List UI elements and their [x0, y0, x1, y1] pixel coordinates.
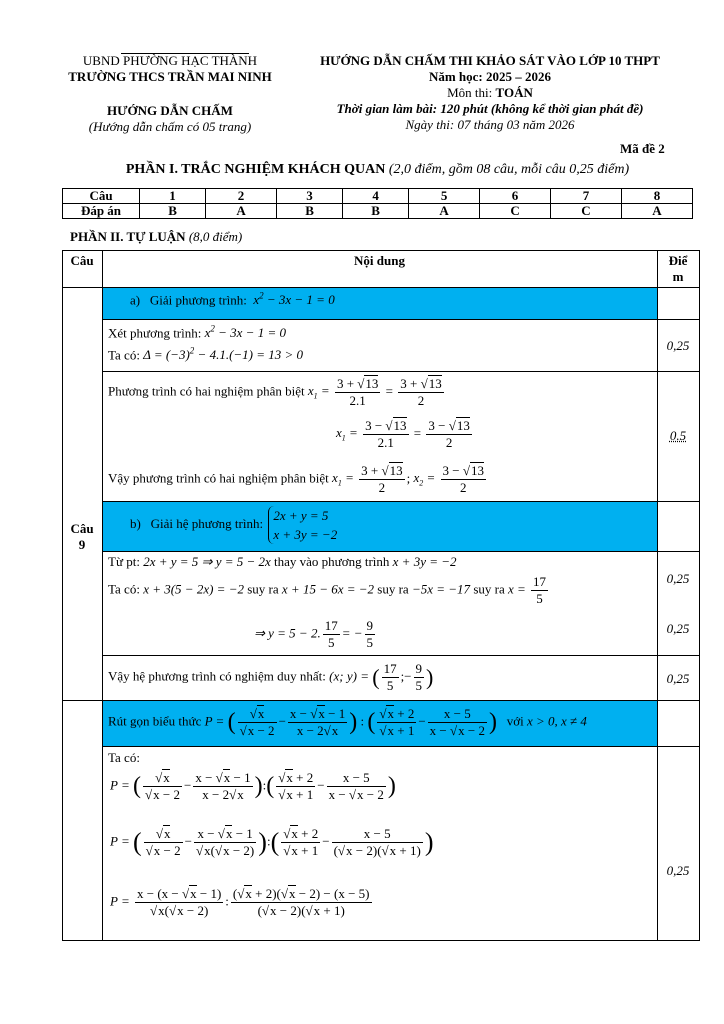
- answer-cell: C: [551, 204, 622, 219]
- part1-heading: PHẦN I. TRẮC NGHIỆM KHÁCH QUAN (2,0 điểm, gồm 08 câu, mỗi câu 0,25 điểm): [125, 162, 630, 177]
- question-number: 8: [621, 189, 692, 204]
- row-c1-line3: P = $\frac{x - (x - √x - 1)}{√x(√x - 2)}$ : $\frac{(√x + 2)(√x - 2) - (x - 5)}{(√x - 2)(√x + 1)}$: [110, 886, 370, 918]
- row-b1-line3: ⇒ y = 5 − 2. $\frac{17}{5}$ = − $\frac{9}{5}$: [254, 618, 374, 650]
- row-b1-line1: Từ pt: 2x + y = 5 ⇒ y = 5 − 2x thay vào phương trình x + 3y = −2: [108, 554, 457, 569]
- answer-cell: A: [621, 204, 692, 219]
- authority-name: UBND PHƯỜNG HẠC THÀNH: [82, 53, 258, 68]
- subject-line: Môn thi: TOÁN: [447, 85, 533, 100]
- exam-code: Mã đề 2: [620, 141, 665, 156]
- answer-row: [63, 204, 693, 219]
- exam-duration: Thời gian làm bài: 120 phút (không kể thời gian phát đề): [336, 101, 644, 116]
- answer-cell: A: [409, 204, 480, 219]
- row-a2-line3: Vậy phương trình có hai nghiệm phân biệt $x_1$ = $\frac{3 + √13}{2}$ ; $x_2$ = $\frac{3 - √13}{2}$: [108, 463, 484, 495]
- answer-cell: B: [277, 204, 343, 219]
- answer-cell: C: [480, 204, 551, 219]
- row-c1-line1: P = ( $\frac{√x}{√x - 2}$ − $\frac{x - √x - 1}{x - 2√x}$ ):( $\frac{√x + 2}{√x + 1}$ − $\frac{x - 5}{x - √x - 2}$ ): [110, 770, 396, 802]
- score-b1-2: 0,25: [666, 621, 690, 636]
- school-year: Năm học: 2025 – 2026: [428, 69, 552, 84]
- question-number: 4: [343, 189, 409, 204]
- part-b-heading: b) Giải hệ phương trình: 2x + y = 5 x + 3y = −2: [130, 508, 338, 542]
- score-a2: 0.5: [669, 428, 687, 443]
- answer-cell: A: [206, 204, 277, 219]
- q9-label-1: Câu: [70, 521, 94, 536]
- row-divider: [62, 287, 699, 288]
- question-number: 5: [409, 189, 480, 204]
- row-c1-label: Ta có:: [108, 750, 140, 765]
- row-a1-line2: Ta có: $\Delta = (-3)^2 - 4.1.(-1) = 13 > 0$: [108, 346, 304, 363]
- row-a2-line2: $x_1$ = $\frac{3 - √13}{2.1}$ = $\frac{3 - √13}{2}$: [336, 418, 470, 450]
- question-number: 7: [551, 189, 622, 204]
- exam-title: HƯỚNG DẪN CHẤM THI KHẢO SÁT VÀO LỚP 10 THPT: [320, 53, 660, 68]
- col-header-score-2: m: [672, 269, 684, 284]
- score-c1: 0,25: [666, 863, 690, 878]
- doc-type: HƯỚNG DẪN CHẤM: [107, 103, 233, 118]
- score-a1: 0,25: [666, 338, 690, 353]
- question-number: 3: [277, 189, 343, 204]
- question-number: 6: [480, 189, 551, 204]
- answer-cell: B: [343, 204, 409, 219]
- col-header-content: Nội dung: [354, 253, 405, 268]
- row-label-question: Câu: [63, 189, 140, 204]
- col-header-question: Câu: [70, 253, 94, 268]
- q9-label-2: 9: [78, 537, 86, 552]
- row-divider: [102, 655, 699, 656]
- row-b2: Vậy hệ phương trình có nghiệm duy nhất: (x; y) = ( $\frac{17}{5}$ ;− $\frac{9}{5}$ ): [108, 661, 434, 693]
- row-divider: [102, 371, 699, 372]
- row-b1-line2: Ta có: x + 3(5 − 2x) = −2 suy ra x + 15 − 6x = −2 suy ra −5x = −17 suy ra x = $\frac{17}{5}$: [108, 574, 547, 606]
- row-divider: [102, 551, 699, 552]
- part2-heading: PHẦN II. TỰ LUẬN (8,0 điểm): [70, 229, 243, 244]
- score-b2: 0,25: [666, 671, 690, 686]
- row-divider: [102, 746, 699, 747]
- question-number: 1: [140, 189, 206, 204]
- part-a-heading: a) Giải phương trình: $x^2 - 3x - 1 = 0$: [130, 291, 335, 308]
- answer-cell: B: [140, 204, 206, 219]
- row-c1-line2: P = ( $\frac{√x}{√x - 2}$ − $\frac{x - √x - 1}{√x(√x - 2)}$ ):( $\frac{√x + 2}{√x + 1}$ − $\frac{x - 5}{(√x - 2)(√x + 1)}$ ): [110, 826, 434, 858]
- authority-overline: [121, 53, 249, 54]
- question-row: [63, 189, 693, 204]
- col-divider-1: [102, 250, 103, 940]
- col-header-score-1: Điể: [668, 253, 688, 268]
- exam-date: Ngày thi: 07 tháng 03 năm 2026: [405, 117, 575, 132]
- school-name: TRƯỜNG THCS TRẦN MAI NINH: [68, 69, 272, 84]
- row-divider: [102, 501, 699, 502]
- row-divider: [62, 700, 699, 701]
- row-divider: [102, 319, 699, 320]
- row-label-answer: Đáp án: [63, 204, 140, 219]
- question-number: 2: [206, 189, 277, 204]
- part-c-heading: Rút gọn biểu thức P = ( $\frac{√x}{√x - 2}$ − $\frac{x - √x - 1}{x - 2√x}$ ) : ( $\frac{√x + 2}{√x + 1}$ − $\frac{x - 5}{x - √x - 2}$ ) với x > 0, x ≠ 4: [108, 706, 587, 738]
- page-count-note: (Hướng dẫn chấm có 05 trang): [88, 119, 252, 134]
- row-a1-line1: Xét phương trình: $x^2 - 3x - 1 = 0$: [108, 324, 286, 341]
- row-a2-line1: Phương trình có hai nghiệm phân biệt $x_1$ = $\frac{3 + √13}{2.1}$ = $\frac{3 + √13}{2}$: [108, 376, 442, 408]
- answer-key-table: [62, 188, 693, 219]
- score-b1-1: 0,25: [666, 571, 690, 586]
